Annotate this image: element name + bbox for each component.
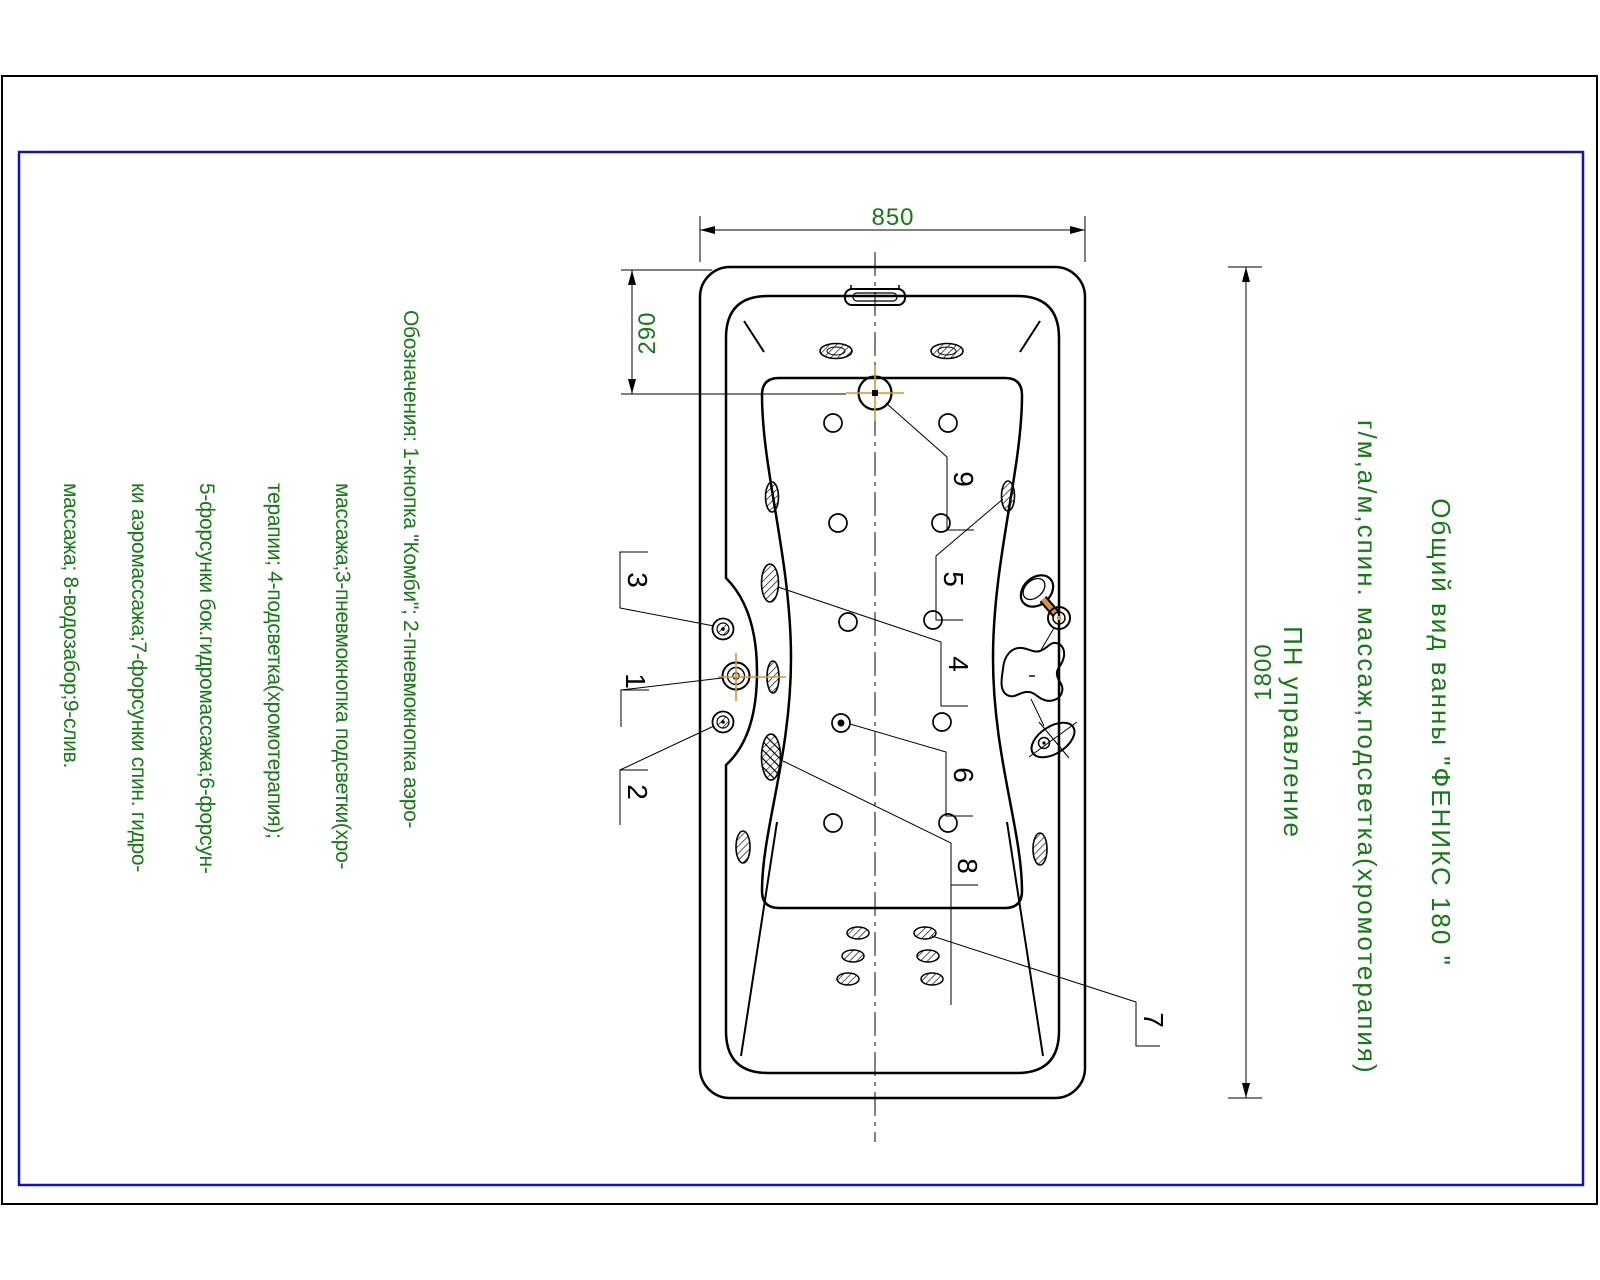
title-line-3: ПН управление [1278,626,1308,839]
callout-1: 1 [620,673,651,689]
button-aero [713,712,734,733]
water-intake [762,734,781,780]
spine-jets [837,927,943,985]
callout-3: 3 [622,572,653,588]
leader-5 [936,499,1003,620]
leader-8 [783,761,978,1005]
legend-line-5: ки аэромассажа;7-форсунки спин. гидро- [127,483,150,872]
callout-9: 9 [948,471,979,487]
foot-jets [820,344,963,359]
tub-basin [762,378,1022,908]
legend-line-6: массажа; 8-водозабор;9-слив. [59,483,82,768]
dim-850-value: 850 [871,204,915,231]
callout-4: 4 [943,656,974,672]
aero-jets [824,414,957,832]
button-light [713,619,734,640]
drawing-title [1278,420,1496,1075]
dim-290-value: 290 [634,311,661,355]
title-line-1: Общий вид ванны "ФЕНИКС 180 " [1426,498,1456,967]
legend-line-2: массажа;3-пневмокнопка подсветки(хро- [331,483,354,870]
leader-7 [932,936,1160,1046]
callout-5: 5 [938,571,969,587]
chromo-light [762,564,779,602]
faucet-fixture [1026,716,1081,765]
legend-line-1: Обозначения: 1-кнопка "Комби"; 2-пневмокнопка аэро- [399,310,422,829]
hand-shower [1015,569,1070,650]
dim-1800-value: 1800 [1250,643,1277,701]
deck-bevel-lines [741,321,1043,1056]
callout-6: 6 [948,767,979,783]
legend-line-4: 5-форсунки бок.гидромассажа;6-форсун- [195,483,218,874]
side-jets [736,481,1047,865]
callout-2: 2 [622,784,653,800]
callout-7: 7 [1138,1012,1169,1028]
legend-line-3: терапии; 4-подсветка(хромотерапия); [263,483,286,839]
leader-4 [778,587,968,706]
title-line-2: г/м,а/м,спин. массаж,подсветка(хромотерапия) [1352,420,1382,1075]
headrest [1002,643,1065,726]
legend [59,310,462,1010]
callout-8: 8 [952,858,983,874]
